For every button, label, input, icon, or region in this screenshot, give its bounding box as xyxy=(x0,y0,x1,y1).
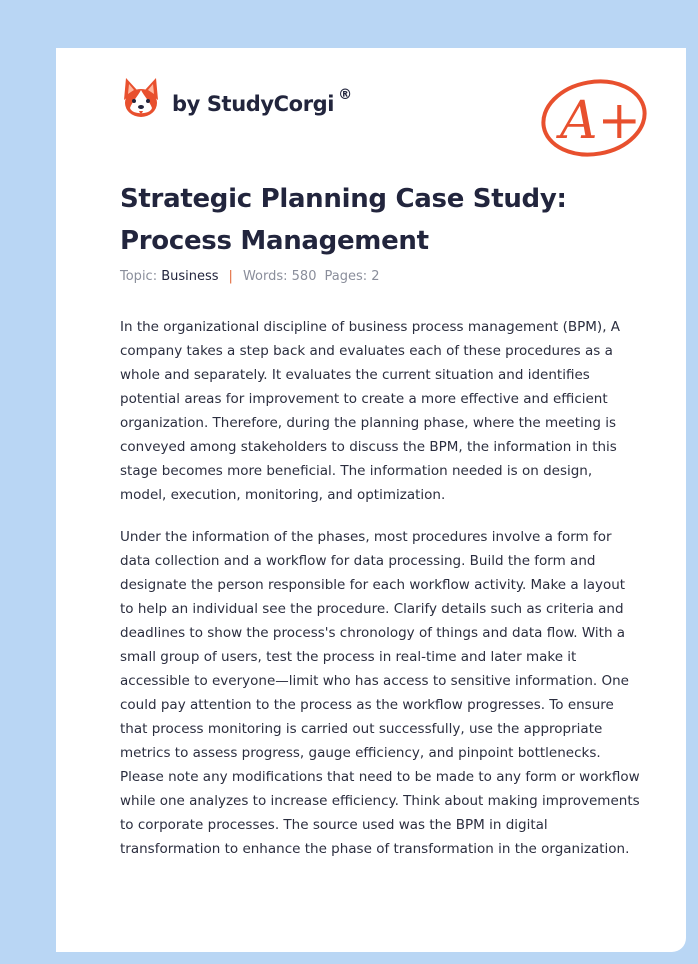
grade-text: A+ xyxy=(560,91,642,151)
pages-count: 2 xyxy=(371,269,380,284)
topic-label: Topic: xyxy=(120,269,158,284)
registered-mark: ® xyxy=(338,86,352,103)
paragraph: Under the information of the phases, most procedures involve a form for data collection and a workflow for data processing. Build the form and designate the person responsible for each workflow activity. Make a layout to help an individual see the procedure. Clarify details such as criteria and deadlines to show the process's chronology of things and data flow. With a small group of users, test the process in real-time and later make it accessible to everyone—limit who has access to sensitive information. One could pay attention to the process as the workflow progresses. To ensure that process monitoring is carried out successfully, use the appropriate metrics to assess progress, gauge efficiency, and pinpoint bottlenecks. Please note any modifications that need to be made to any form or workflow while one analyzes to increase efficiency. Think about making improvements to corporate processes. The source used was the BPM in digital transformation to enhance the phase of transformation in the organization. xyxy=(120,529,640,857)
meta-separator: | xyxy=(228,269,233,284)
document-meta xyxy=(120,269,380,284)
a-plus-grade-stamp xyxy=(538,76,650,160)
essay-body xyxy=(120,315,642,879)
paragraph: In the organizational discipline of business process management (BPM), A company takes a step back and evaluates each of these procedures as a whole and separately. It evaluates the current situation and identifies potential areas for improvement to create a more effective and efficient organization. Therefore, during the planning phase, where the meeting is conveyed among stakeholders to discuss the BPM, the information in this stage becomes more beneficial. The information needed is on design, model, execution, monitoring, and optimization. xyxy=(120,319,621,503)
brand-name: by StudyCorgi ® xyxy=(172,86,352,116)
page-title: Strategic Planning Case Study: Process Management xyxy=(120,184,567,256)
document-header xyxy=(120,76,650,156)
pages-label: Pages: xyxy=(324,269,368,284)
words-label: Words: xyxy=(242,269,288,284)
studycorgi-logo[interactable] xyxy=(120,76,352,120)
words-count: 580 xyxy=(291,269,317,284)
document-page xyxy=(56,48,686,952)
topic-link[interactable]: Business xyxy=(161,269,219,284)
corgi-icon xyxy=(120,76,162,120)
